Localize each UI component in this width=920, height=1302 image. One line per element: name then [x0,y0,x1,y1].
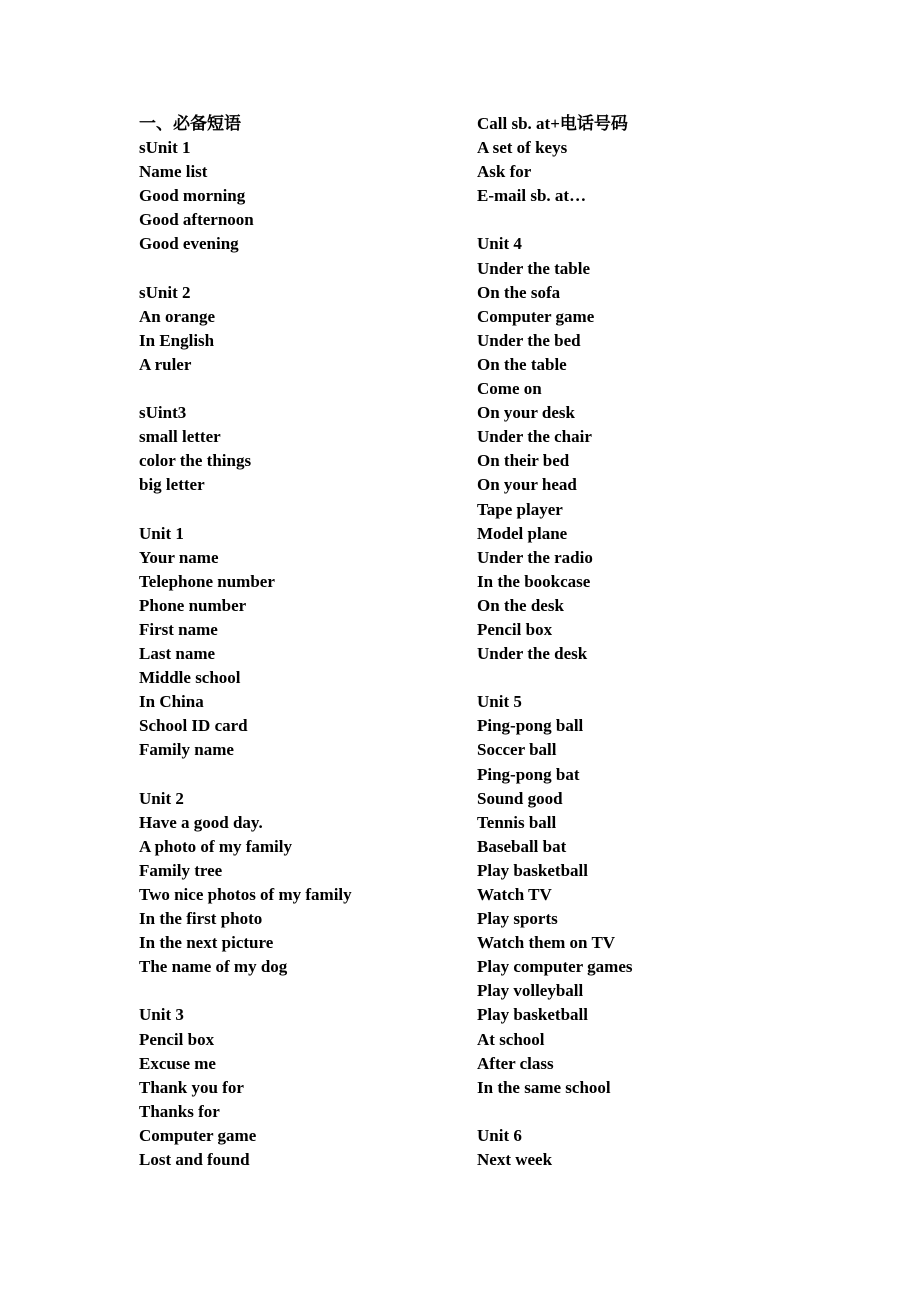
unit-heading: sUnit 1 [139,138,191,158]
phrase-line: Pencil box [477,619,553,639]
phrase-line: Family name [139,740,234,760]
phrase-line: On your head [477,475,577,495]
phrase-line: On their bed [477,451,570,471]
phrase-line: Two nice photos of my family [139,885,352,904]
phrase-line: Telephone number [139,571,275,591]
phrase-line: Soccer ball [477,740,557,760]
phrase-line: On the table [477,354,567,374]
phrase-line: Under the bed [477,330,581,350]
phrase-line: Ping-pong bat [477,764,580,784]
blank-line [477,1100,797,1124]
phrase-line: A photo of my family [139,836,292,856]
phrase-line: Middle school [139,668,241,688]
phrase-line: Lost and found [139,1150,250,1170]
phrase-line: Name list [139,162,208,182]
phrase-line: An orange [139,306,216,326]
phrase-line: At school [477,1029,545,1049]
phrase-line: Play sports [477,909,558,929]
phrase-line: Under the desk [477,644,588,664]
unit-heading: Unit 6 [477,1125,522,1145]
blank-line [139,498,459,522]
phrase-line: In the same school [477,1077,611,1097]
phrase-line: Last name [139,644,216,664]
unit-heading: Unit 4 [477,234,522,254]
phrase-line: Tape player [477,499,563,519]
phrase-line: Play computer games [477,957,633,977]
phrase-line: First name [139,619,218,639]
unit-heading: Unit 5 [477,692,522,712]
phrase-line: small letter [139,427,221,447]
phrase-line: Good evening [139,234,239,254]
phrase-line: Under the chair [477,427,592,447]
phrase-line: Tennis ball [477,812,557,832]
phrase-line: Thanks for [139,1101,220,1121]
phrase-line: School ID card [139,716,248,736]
phrase-line: Family tree [139,860,223,880]
unit-heading: sUnit 2 [139,282,191,302]
unit-heading: Unit 3 [139,1005,184,1025]
phrase-line: Sound good [477,788,563,808]
phrase-line: A ruler [139,354,192,374]
phrase-line: Thank you for [139,1077,244,1097]
phrase-line: On your desk [477,403,575,423]
phrase-line: Watch TV [477,885,552,904]
phrase-line: Play basketball [477,860,588,880]
phrase-line: In English [139,330,215,350]
blank-line [477,208,797,232]
phrase-line: In China [139,692,204,712]
phrase-line: Good morning [139,186,246,206]
unit-heading: Unit 2 [139,788,184,808]
phrase-line: Your name [139,547,219,567]
phrase-line: Come on [477,379,542,399]
phrase-line: A set of keys [477,138,568,158]
unit-heading: Unit 1 [139,523,184,543]
phrase-line: Model plane [477,523,568,543]
phrase-line: Phone number [139,595,247,615]
phrase-line: color the things [139,451,252,471]
phrase-line: Ping-pong ball [477,716,584,736]
blank-line [477,666,797,690]
right-phrase-column [477,112,797,1172]
phrase-line: Computer game [139,1125,257,1145]
blank-line [139,257,459,281]
phrase-line: big letter [139,475,205,495]
left-phrase-column [139,112,459,1172]
phrase-line: E-mail sb. at… [477,186,587,206]
blank-line [139,979,459,1003]
phrase-line: Watch them on TV [477,933,616,953]
phrase-line: In the next picture [139,933,274,953]
phrase-line: On the desk [477,595,564,615]
section-title: 一、必备短语 [139,114,241,133]
phrase-line: Excuse me [139,1053,216,1073]
blank-line [139,377,459,401]
phrase-line: Under the table [477,258,591,278]
phrase-line: Computer game [477,306,595,326]
phrase-line: In the first photo [139,909,263,929]
blank-line [139,763,459,787]
phrase-line: The name of my dog [139,957,288,977]
phrase-line: Pencil box [139,1029,215,1049]
phrase-line: Under the radio [477,547,593,567]
phrase-line: Have a good day. [139,812,263,832]
phrase-line: Next week [477,1150,553,1170]
phrase-line: Call sb. at+电话号码 [477,114,628,133]
phrase-line: Ask for [477,162,532,182]
phrase-line: Play volleyball [477,981,584,1001]
phrase-line: In the bookcase [477,571,591,591]
phrase-line: After class [477,1053,554,1073]
phrase-line: Good afternoon [139,210,254,230]
phrase-line: Baseball bat [477,836,567,856]
phrase-line: On the sofa [477,282,561,302]
phrase-line: Play basketball [477,1005,588,1025]
unit-heading: sUint3 [139,403,187,423]
